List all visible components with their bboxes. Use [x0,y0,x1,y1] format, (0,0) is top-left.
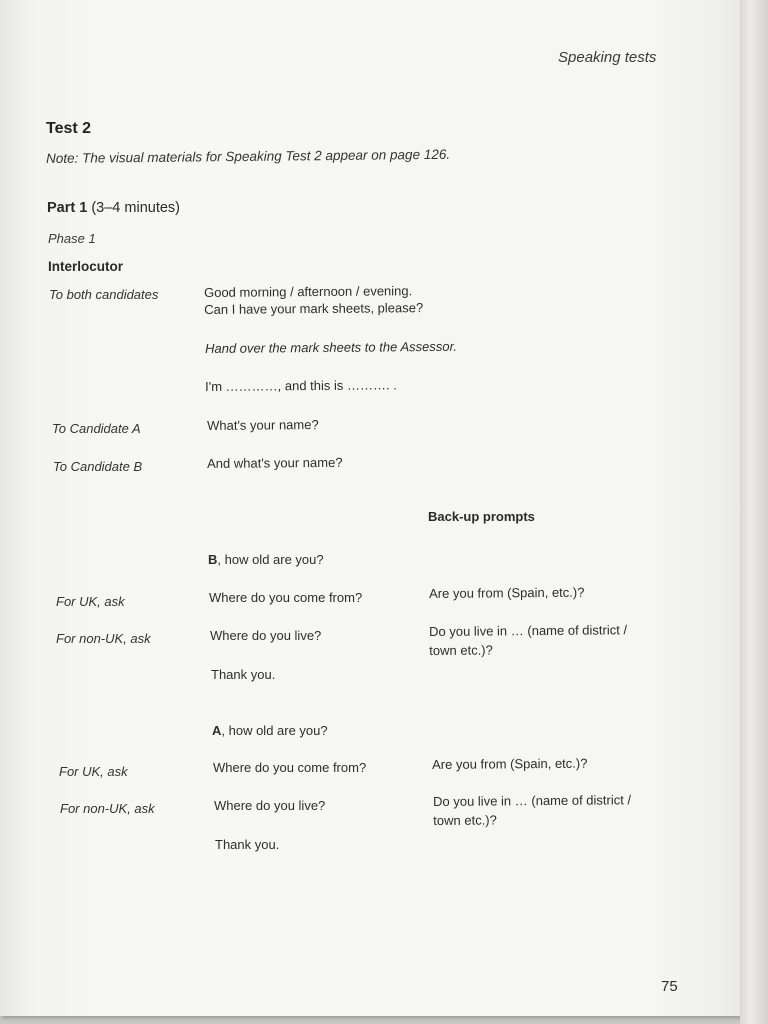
test-title: Test 2 [46,120,92,137]
cue-both-candidates: To both candidates [49,287,159,302]
role-heading: Interlocutor [48,259,124,274]
greeting-block [204,282,423,318]
running-head: Speaking tests [558,49,657,66]
prompt-live-b [429,620,627,660]
age-question-text: , how old are you? [217,552,324,567]
ask-name-a: What's your name? [207,417,319,433]
part-duration: (3–4 minutes) [87,200,180,216]
cue-non-uk-b: For non-UK, ask [56,631,151,646]
mark-sheets-request: Can I have your mark sheets, please? [204,300,424,317]
hand-over-instruction: Hand over the mark sheets to the Assessor. [205,338,458,356]
candidate-letter-a: A [212,723,222,738]
age-question-text: , how old are you? [221,723,328,738]
thanks-b: Thank you. [211,667,276,682]
cue-candidate-b: To Candidate B [53,459,143,474]
live-question-a: Where do you live? [214,798,326,813]
greeting-line: Good morning / afternoon / evening. [204,283,413,300]
cue-candidate-a: To Candidate A [52,421,141,436]
introduction-line: I'm …………, and this is ………. . [205,377,397,394]
phase-label: Phase 1 [48,231,96,246]
page-number: 75 [661,978,678,995]
cue-uk-b: For UK, ask [56,594,125,609]
prompt-live-line: town etc.)? [429,642,493,658]
age-question-b [208,551,324,568]
ask-name-b: And what's your name? [207,454,343,471]
page-edge [740,0,768,1024]
candidate-letter-b: B [208,552,218,567]
prompt-from-a: Are you from (Spain, etc.)? [432,755,588,772]
prompt-live-line: Do you live in … (name of district / [429,622,628,639]
backup-prompts-heading: Back-up prompts [428,509,535,524]
age-question-a [212,722,328,739]
part-heading [47,200,180,216]
prompt-live-a [433,790,631,830]
prompt-live-line: Do you live in … (name of district / [433,792,632,809]
visual-materials-note: Note: The visual materials for Speaking Test 2 appear on page 126. [46,146,451,166]
thanks-a: Thank you. [215,837,280,852]
prompt-from-b: Are you from (Spain, etc.)? [429,584,585,601]
cue-non-uk-a: For non-UK, ask [60,801,155,816]
come-from-question-a: Where do you come from? [213,760,367,775]
cue-uk-a: For UK, ask [59,764,128,779]
part-label: Part 1 [47,200,88,216]
live-question-b: Where do you live? [210,628,322,643]
prompt-live-line: town etc.)? [433,812,497,828]
come-from-question-b: Where do you come from? [209,590,363,605]
